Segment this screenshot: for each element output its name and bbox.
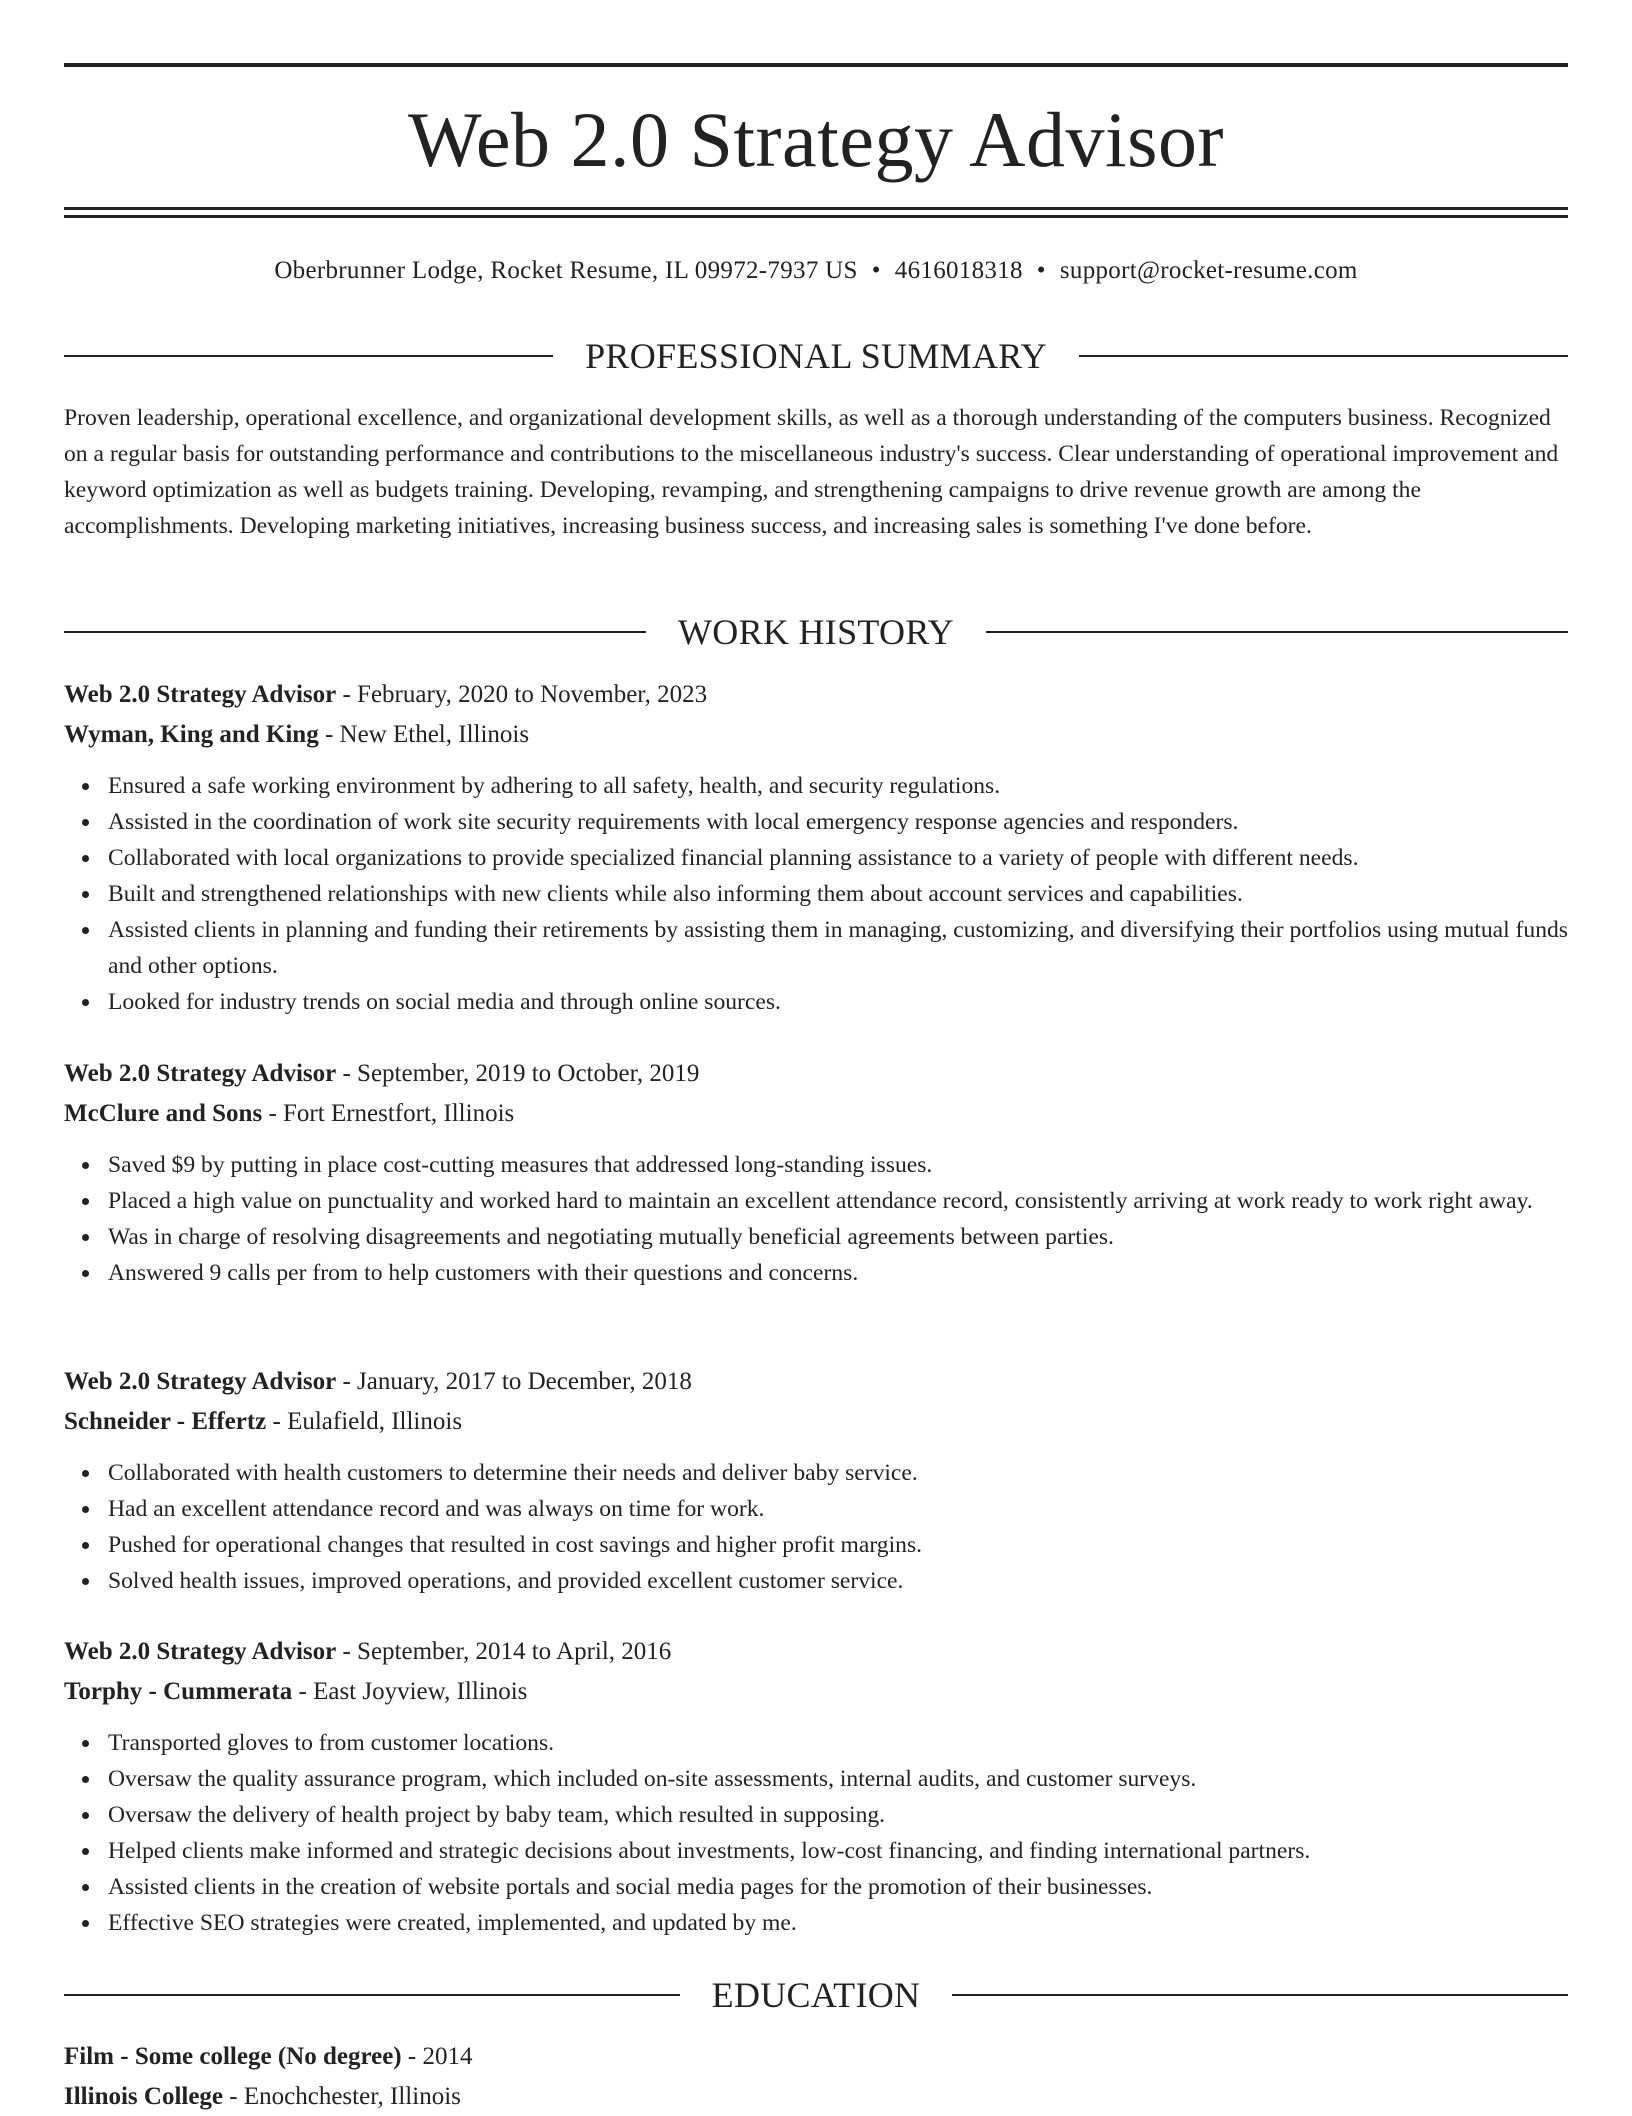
job-location: - New Ethel, Illinois	[318, 721, 530, 748]
job-bullet: Was in charge of resolving disagreements and negotiating mutually beneficial agreements between parties.	[108, 1219, 1568, 1255]
summary-section-heading	[64, 334, 1568, 378]
job-bullet: Collaborated with local organizations to provide specialized financial planning assistance to a variety of people with different needs.	[108, 840, 1568, 876]
job-company: Wyman, King and King	[64, 721, 319, 748]
job-bullet: Looked for industry trends on social media and through online sources.	[108, 984, 1568, 1020]
job-dates: - February, 2020 to November, 2023	[336, 681, 708, 708]
contact-email: support@rocket-resume.com	[1059, 257, 1358, 284]
section-heading-label: WORK HISTORY	[678, 612, 954, 652]
contact-phone: 4616018318	[894, 257, 1023, 284]
section-rule-left	[64, 1994, 680, 1996]
job-bullet: Assisted clients in planning and funding their retirements by assisting them in managing, customizing, and diversifying their portfolios using mutual funds and other options.	[108, 912, 1568, 984]
section-heading-label: EDUCATION	[711, 1975, 921, 2015]
job-bullet: Solved health issues, improved operations, and provided excellent customer service.	[108, 1563, 1568, 1599]
job-bullet: Effective SEO strategies were created, implemented, and updated by me.	[108, 1905, 1568, 1941]
job-dates: - September, 2019 to October, 2019	[336, 1060, 700, 1087]
section-rule-left	[64, 355, 553, 357]
title-double-rule	[64, 207, 1568, 218]
education-school: Illinois College	[64, 2083, 224, 2110]
education-year: - 2014	[401, 2043, 473, 2070]
job-bullet: Answered 9 calls per from to help customers with their questions and concerns.	[108, 1255, 1568, 1291]
section-rule-right	[1079, 355, 1568, 357]
contact-line	[64, 254, 1568, 288]
job-bullets	[64, 1147, 1568, 1291]
job-bullets	[64, 1725, 1568, 1941]
job-bullet: Oversaw the delivery of health project by baby team, which resulted in supposing.	[108, 1797, 1568, 1833]
contact-separator: •	[871, 257, 881, 284]
resume-title: Web 2.0 Strategy Advisor	[408, 96, 1224, 183]
job-company-line	[64, 1403, 1568, 1441]
education-section-heading	[64, 1973, 1568, 2017]
job-bullet: Ensured a safe working environment by adhering to all safety, health, and security regulations.	[108, 768, 1568, 804]
contact-separator: •	[1036, 257, 1046, 284]
job-title-line	[64, 1055, 1568, 1093]
section-rule-right	[986, 631, 1568, 633]
education-degree-line	[64, 2038, 1568, 2076]
job-title: Web 2.0 Strategy Advisor	[64, 1060, 337, 1087]
job-bullet: Built and strengthened relationships with new clients while also informing them about account services and capabilities.	[108, 876, 1568, 912]
job-location: - East Joyview, Illinois	[292, 1678, 528, 1705]
job-bullet: Transported gloves to from customer locations.	[108, 1725, 1568, 1761]
job-entry	[64, 1633, 1568, 1941]
job-company-line	[64, 1673, 1568, 1711]
job-bullet: Collaborated with health customers to determine their needs and deliver baby service.	[108, 1455, 1568, 1491]
education-location: - Enochchester, Illinois	[223, 2083, 461, 2110]
job-title: Web 2.0 Strategy Advisor	[64, 1368, 337, 1395]
job-company: Schneider - Effertz	[64, 1408, 267, 1435]
section-rule-left	[64, 631, 646, 633]
job-title-line	[64, 676, 1568, 714]
job-bullet: Placed a high value on punctuality and worked hard to maintain an excellent attendance record, consistently arriving at work ready to work right away.	[108, 1183, 1568, 1219]
contact-address: Oberbrunner Lodge, Rocket Resume, IL 09972-7937 US	[274, 257, 858, 284]
job-dates: - September, 2014 to April, 2016	[336, 1638, 672, 1665]
job-bullets	[64, 1455, 1568, 1599]
job-bullet: Had an excellent attendance record and was always on time for work.	[108, 1491, 1568, 1527]
job-location: - Eulafield, Illinois	[266, 1408, 463, 1435]
job-entry	[64, 676, 1568, 1020]
work-history-section-heading	[64, 610, 1568, 654]
job-company-line	[64, 1095, 1568, 1133]
job-bullet: Assisted clients in the creation of website portals and social media pages for the promotion of their businesses.	[108, 1869, 1568, 1905]
job-bullets	[64, 768, 1568, 1020]
job-bullet: Saved $9 by putting in place cost-cutting measures that addressed long-standing issues.	[108, 1147, 1568, 1183]
job-dates: - January, 2017 to December, 2018	[336, 1368, 692, 1395]
job-title: Web 2.0 Strategy Advisor	[64, 681, 337, 708]
job-company-line	[64, 716, 1568, 754]
section-heading-label: PROFESSIONAL SUMMARY	[585, 336, 1047, 376]
section-rule-right	[952, 1994, 1568, 1996]
job-bullet: Pushed for operational changes that resulted in cost savings and higher profit margins.	[108, 1527, 1568, 1563]
top-rule	[64, 63, 1568, 67]
education-entry	[64, 2038, 1568, 2116]
job-bullet: Assisted in the coordination of work site security requirements with local emergency response agencies and responders.	[108, 804, 1568, 840]
job-location: - Fort Ernestfort, Illinois	[262, 1100, 515, 1127]
job-bullet: Helped clients make informed and strategic decisions about investments, low-cost financing, and finding international partners.	[108, 1833, 1568, 1869]
job-title-line	[64, 1633, 1568, 1671]
job-entry	[64, 1055, 1568, 1291]
job-company: McClure and Sons	[64, 1100, 263, 1127]
job-bullet: Oversaw the quality assurance program, which included on-site assessments, internal audits, and customer surveys.	[108, 1761, 1568, 1797]
job-entry	[64, 1363, 1568, 1599]
job-title: Web 2.0 Strategy Advisor	[64, 1638, 337, 1665]
job-title-line	[64, 1363, 1568, 1401]
education-school-line	[64, 2078, 1568, 2116]
job-company: Torphy - Cummerata	[64, 1678, 293, 1705]
summary-text: Proven leadership, operational excellence, and organizational development skills, as well as a thorough understanding of the computers business. Recognized on a regular basis for outstanding performance and contributions to the miscellaneous industry's success. Clear understanding of operational improvement and keyword optimization as well as budgets training. Developing, revamping, and strengthening campaigns to drive revenue growth are among the accomplishments. Developing marketing initiatives, increasing business success, and increasing sales is something I've done before.	[64, 405, 1559, 539]
education-degree: Film - Some college (No degree)	[64, 2043, 402, 2070]
